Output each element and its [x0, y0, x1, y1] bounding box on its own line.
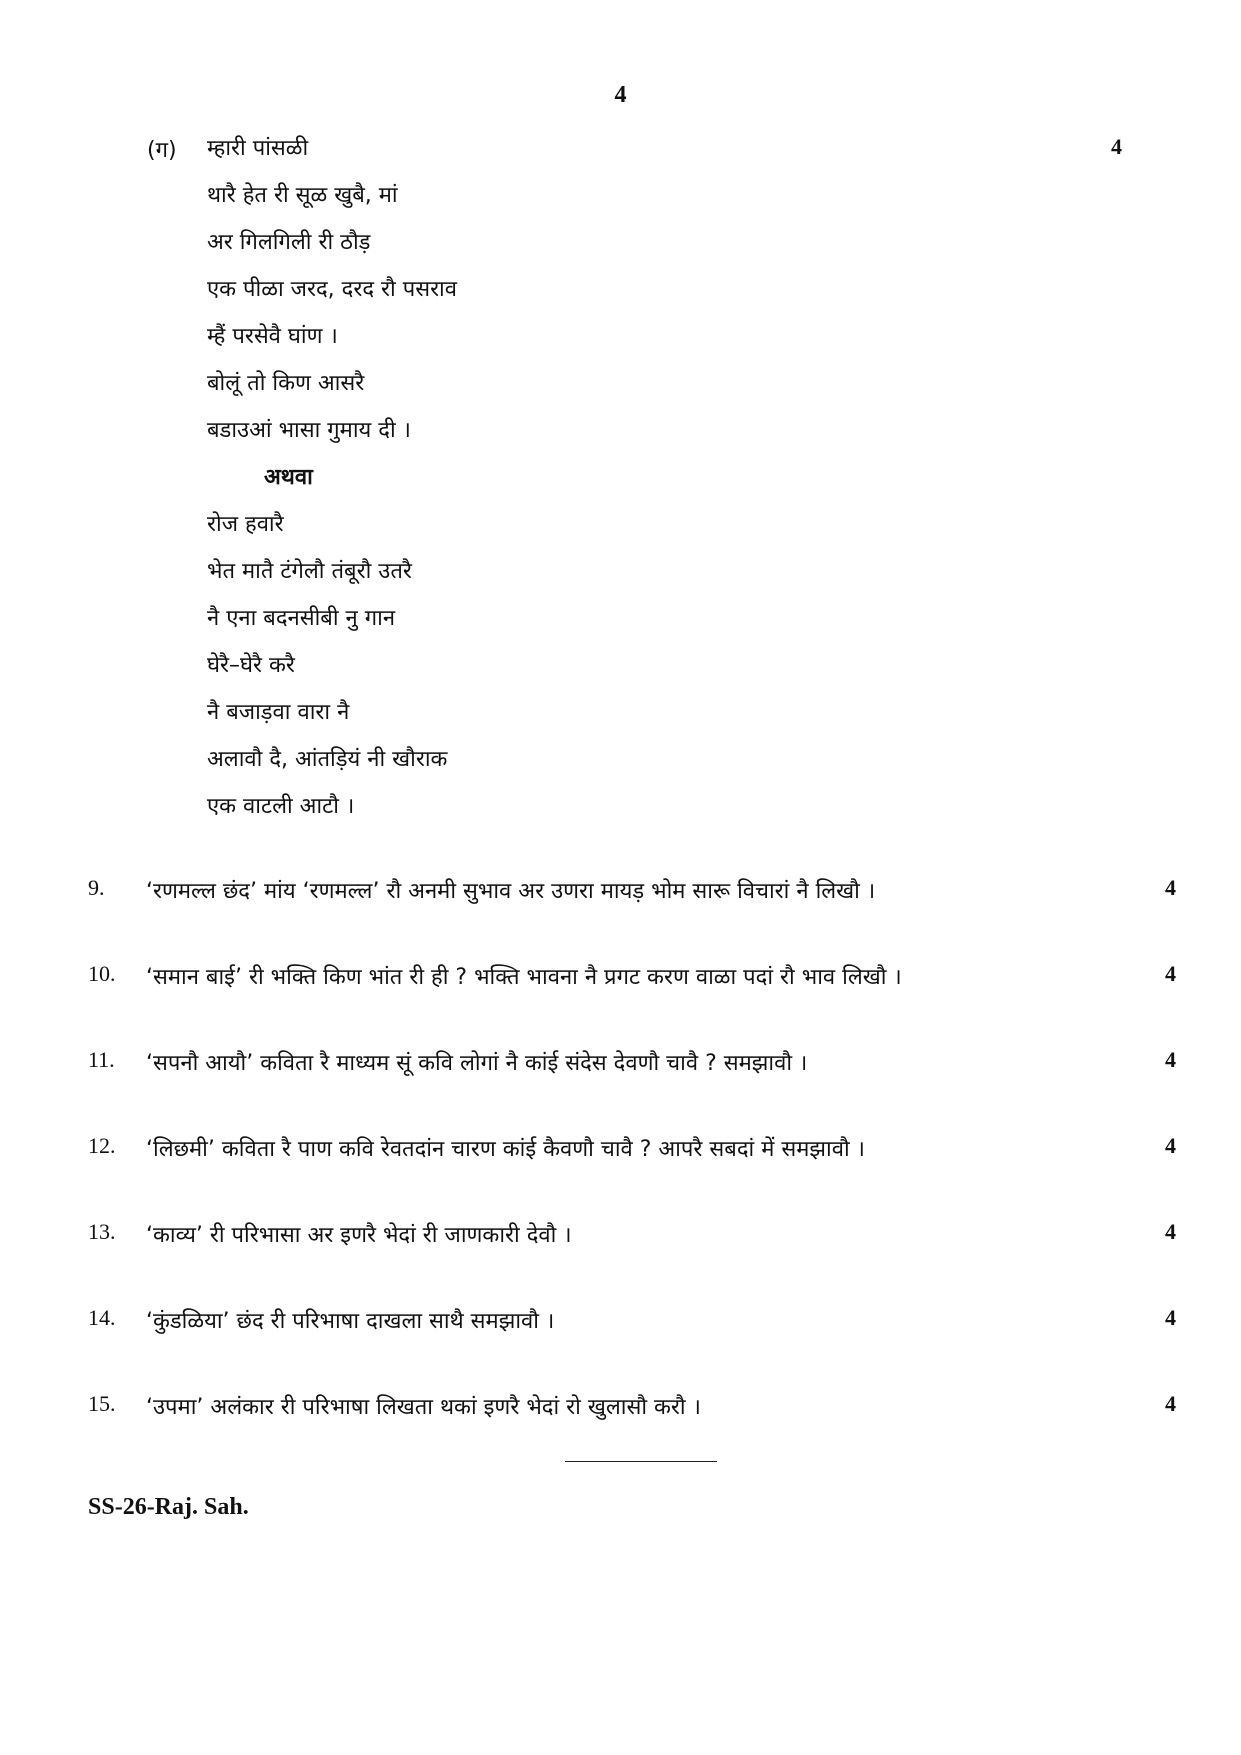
end-divider [565, 1461, 717, 1462]
question-marks: 4 [1165, 875, 1176, 900]
poem-line: म्हैं परसेवै घांण । [207, 324, 338, 349]
alt-poem-line: घेरै–घेरै करै [207, 653, 295, 678]
question-number: 12. [88, 1133, 116, 1158]
question-text: ‘लिछमी’ कविता रै पाण कवि रेवतदांन चारण कांई कैवणौ चावै ? आपरै सबदां में समझावौ । [146, 1137, 865, 1162]
poem-lines [207, 134, 457, 839]
question-14 [88, 1305, 1176, 1339]
question-text: ‘कुंडळिया’ छंद री परिभाषा दाखला साथै समझावौ । [146, 1309, 555, 1334]
question-marks: 4 [1165, 1219, 1176, 1244]
poem-line: बडाउआं भासा गुमाय दी । [207, 418, 411, 443]
question-10 [88, 961, 1176, 995]
or-label: अथवा [264, 465, 313, 490]
question-marks: 4 [1165, 1391, 1176, 1416]
section-g-label: (ग) [147, 138, 177, 163]
question-number: 13. [88, 1219, 116, 1244]
question-number: 9. [88, 875, 105, 900]
question-text: ‘उपमा’ अलंकार री परिभाषा लिखता थकां इणरै भेदां रो खुलासौ करौ । [146, 1395, 701, 1420]
question-number: 15. [88, 1391, 116, 1416]
question-9 [88, 875, 1176, 909]
question-text: ‘रणमल्ल छंद’ मांय ‘रणमल्ल’ रौ अनमी सुभाव अर उणरा मायड़ भोम सारू विचारां नै लिखौ । [146, 879, 876, 904]
question-marks: 4 [1165, 1047, 1176, 1072]
question-text: ‘काव्य’ री परिभासा अर इणरै भेदां री जाणकारी देवौ । [146, 1223, 572, 1248]
page-number: 4 [614, 82, 627, 108]
poem-line: म्हारी पांसळी [207, 136, 309, 161]
poem-line: अर गिलगिली री ठौड़ [207, 230, 371, 255]
alt-poem-line: नै एना बदनसीबी नु गान [207, 606, 396, 631]
section-g-marks: 4 [1111, 134, 1122, 159]
question-marks: 4 [1165, 961, 1176, 986]
alt-poem-line: एक वाटली आटौ । [207, 794, 355, 819]
question-11 [88, 1047, 1176, 1081]
question-marks: 4 [1165, 1305, 1176, 1330]
alt-poem-line: भेत मातै टंगेलौ तंबूरौ उतरै [207, 559, 412, 584]
poem-line: थारै हेत री सूळ खुबै, मां [207, 183, 398, 208]
question-12 [88, 1133, 1176, 1167]
alt-poem-line: नै बजाड़वा वारा नै [207, 700, 350, 725]
question-13 [88, 1219, 1176, 1253]
question-number: 10. [88, 961, 116, 986]
poem-line: एक पीळा जरद, दरद रौ पसराव [207, 277, 457, 302]
question-text: ‘समान बाई’ री भक्ति किण भांत री ही ? भक्ति भावना नै प्रगट करण वाळा पदां रौ भाव लिखौ । [146, 965, 902, 990]
question-marks: 4 [1165, 1133, 1176, 1158]
alt-poem-line: रोज हवारै [207, 512, 284, 537]
question-text: ‘सपनौ आयौ’ कविता रै माध्यम सूं कवि लोगां नै कांई संदेस देवणौ चावै ? समझावौ । [146, 1051, 808, 1076]
poem-line: बोलूं तो किण आसरै [207, 371, 365, 396]
question-number: 14. [88, 1305, 116, 1330]
paper-code: SS-26-Raj. Sah. [88, 1494, 249, 1520]
question-number: 11. [88, 1047, 115, 1072]
question-15 [88, 1391, 1176, 1425]
alt-poem-line: अलावौ दै, आंतड़ियं नी खौराक [207, 747, 448, 772]
